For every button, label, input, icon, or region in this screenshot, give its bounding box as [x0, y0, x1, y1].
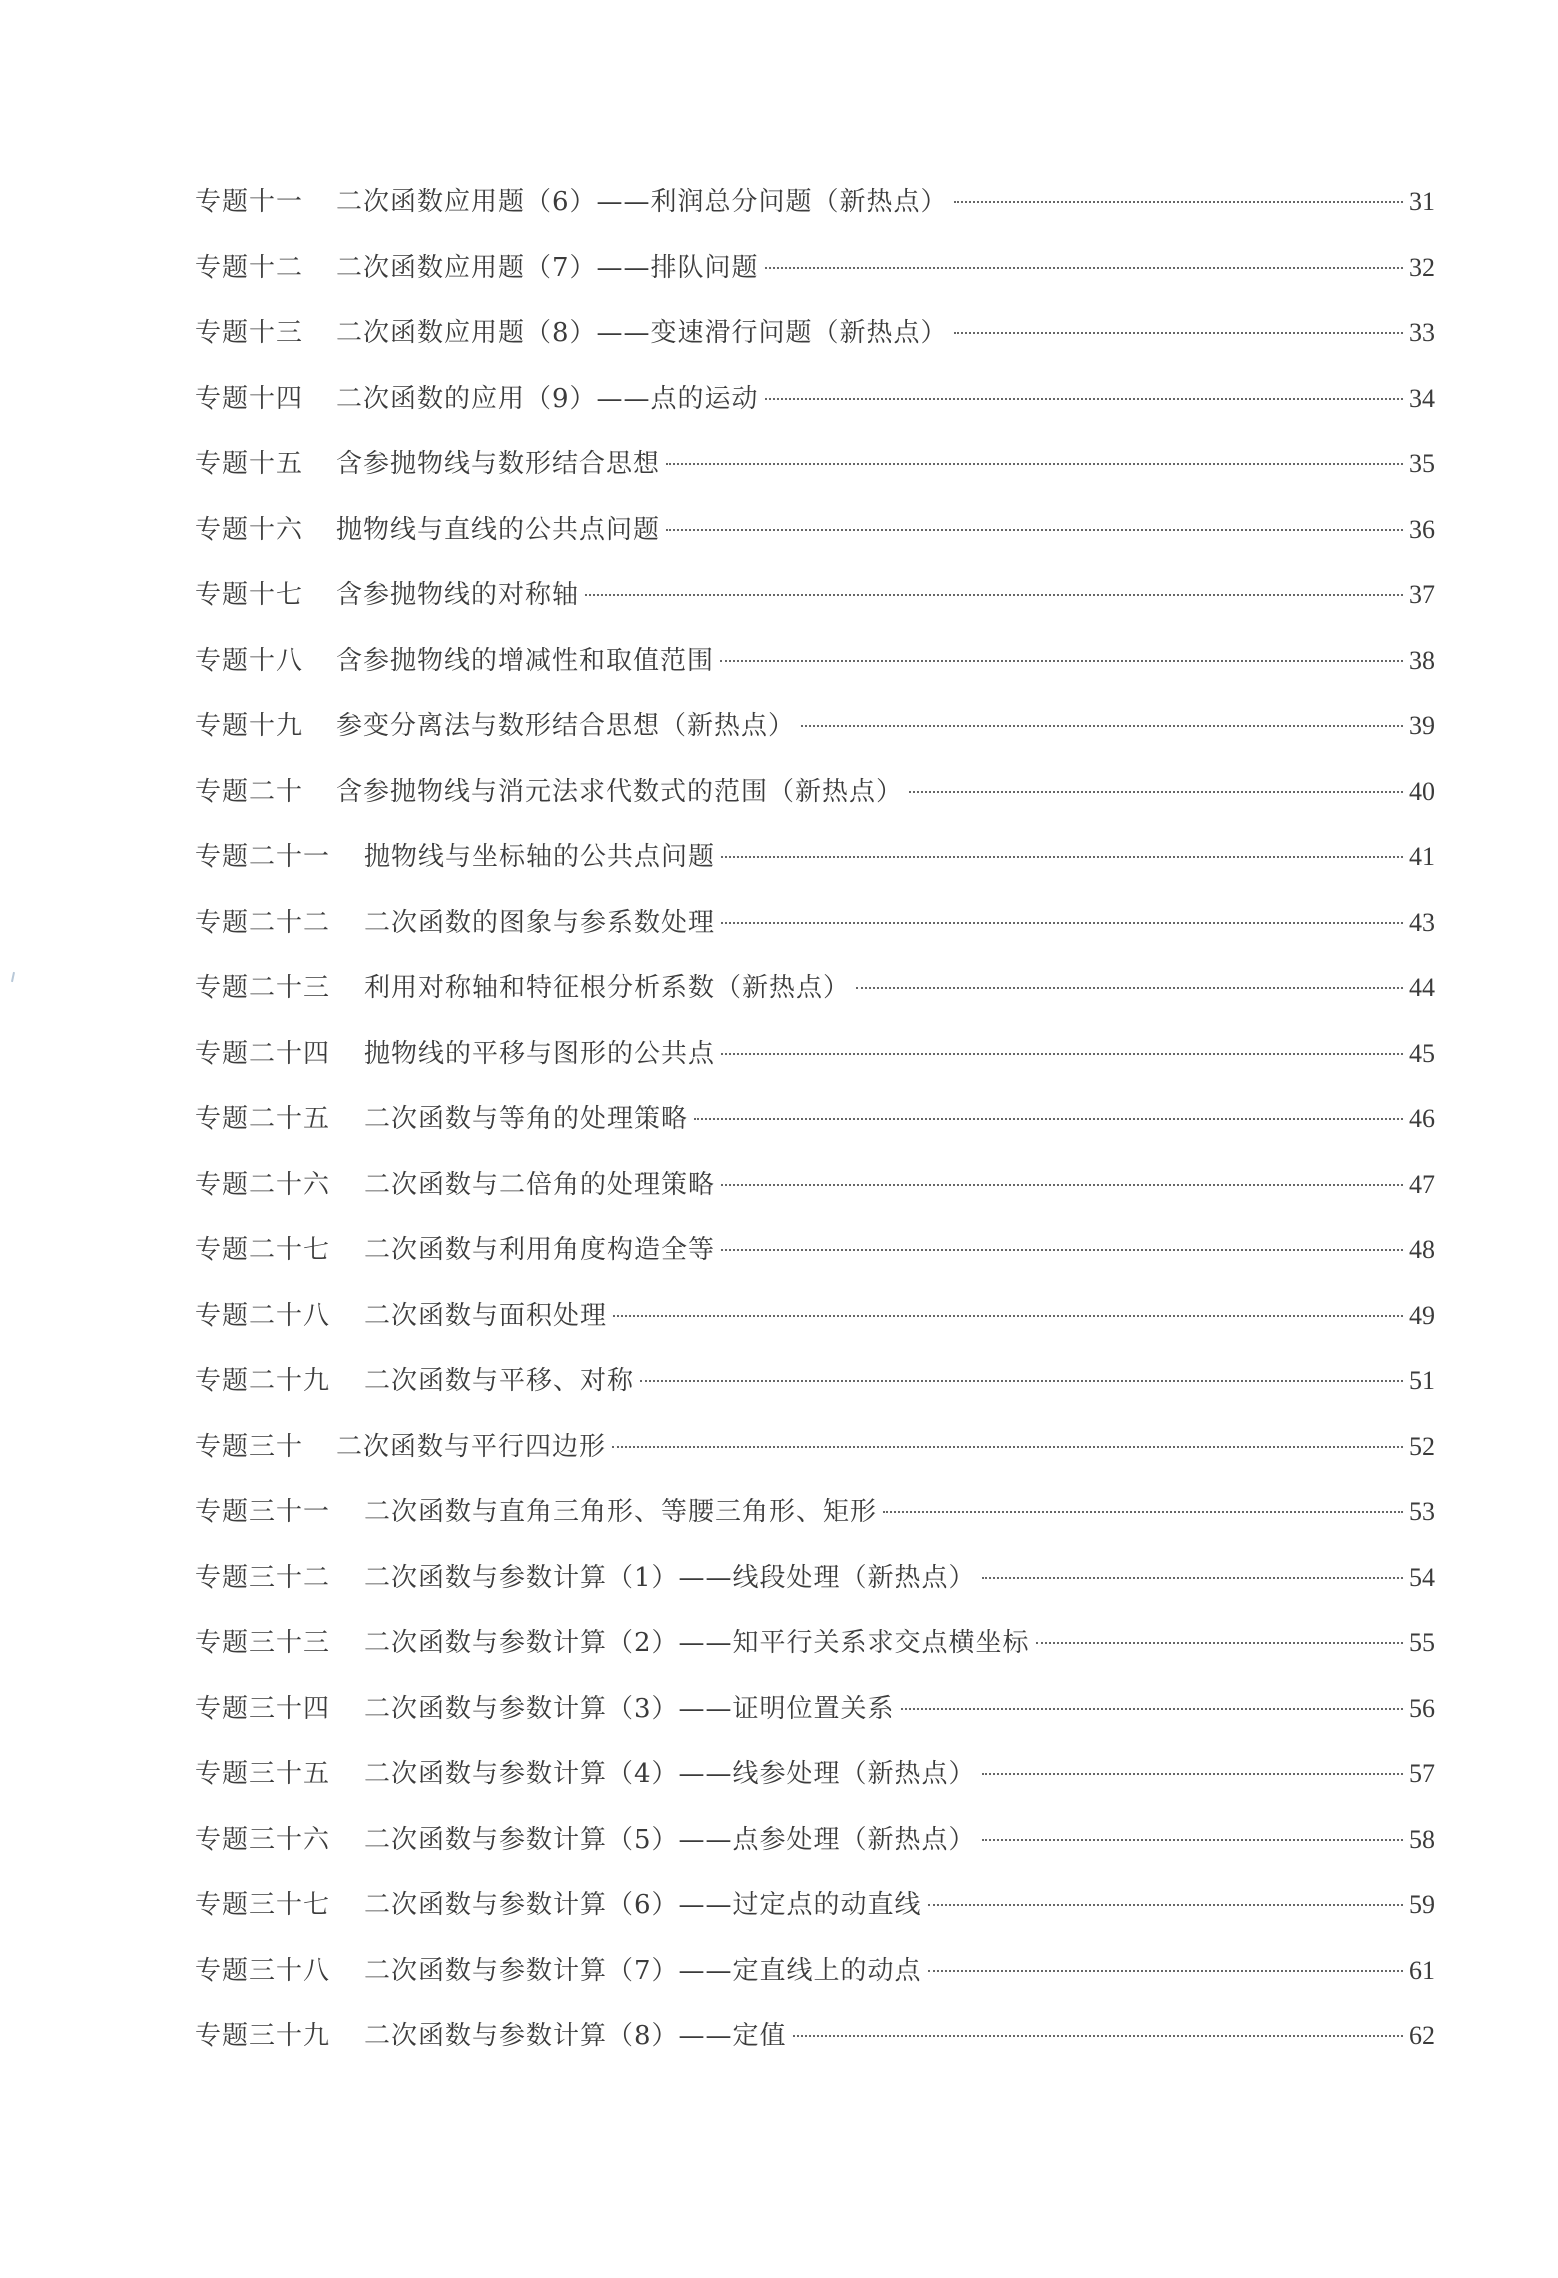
toc-dot-leader [801, 725, 1403, 727]
toc-dot-leader [694, 1118, 1403, 1120]
toc-dot-leader [765, 398, 1403, 400]
toc-entry-label: 专题十五 [195, 449, 304, 479]
toc-entry-page: 55 [1409, 1628, 1435, 1657]
toc-dot-leader [954, 201, 1403, 203]
toc-entry-page: 41 [1409, 842, 1435, 871]
toc-entry-page: 37 [1409, 580, 1435, 609]
table-of-contents [195, 185, 1435, 2085]
toc-entry[interactable] [195, 1692, 1435, 1758]
toc-entry-label: 专题三十六 [195, 1824, 331, 1855]
toc-entry-label: 专题二十八 [195, 1300, 331, 1331]
toc-entry-label: 专题三十七 [195, 1890, 331, 1920]
toc-dot-leader [765, 267, 1403, 269]
toc-dot-leader [901, 1708, 1403, 1710]
toc-entry-label: 专题二十二 [195, 907, 331, 938]
toc-entry-label: 专题二十一 [195, 842, 331, 872]
toc-dot-leader [721, 856, 1403, 858]
toc-entry-title: 二次函数应用题（6）——利润总分问题（新热点） [336, 187, 948, 217]
toc-entry[interactable] [195, 578, 1435, 644]
toc-entry-page: 39 [1409, 711, 1435, 740]
toc-entry[interactable] [195, 709, 1435, 775]
toc-dot-leader [982, 1839, 1403, 1841]
toc-entry-title: 利用对称轴和特征根分析系数（新热点） [364, 973, 851, 1003]
toc-entry-label: 专题三十三 [195, 1628, 331, 1658]
toc-entry[interactable] [195, 906, 1435, 972]
toc-entry-label: 专题十八 [195, 645, 304, 676]
toc-dot-leader [909, 791, 1403, 793]
toc-entry-title: 二次函数与二倍角的处理策略 [364, 1169, 716, 1200]
toc-entry[interactable] [195, 1626, 1435, 1692]
toc-entry[interactable] [195, 251, 1435, 317]
toc-entry-page: 40 [1409, 776, 1435, 806]
toc-entry-title: 二次函数与参数计算（5）——点参处理（新热点） [364, 1824, 976, 1855]
toc-entry-title: 二次函数与参数计算（6）——过定点的动直线 [364, 1890, 922, 1920]
toc-dot-leader [1036, 1642, 1403, 1644]
toc-entry-label: 专题十一 [195, 187, 304, 217]
toc-entry-title: 二次函数与面积处理 [364, 1300, 608, 1331]
toc-entry-page: 51 [1409, 1366, 1435, 1395]
toc-entry-title: 二次函数与参数计算（4）——线参处理（新热点） [364, 1759, 976, 1789]
toc-entry-title: 二次函数应用题（8）——变速滑行问题（新热点） [336, 318, 948, 348]
toc-entry-label: 专题三十四 [195, 1693, 331, 1724]
toc-entry-title: 二次函数与参数计算（2）——知平行关系求交点横坐标 [364, 1628, 1030, 1658]
toc-entry-page: 56 [1409, 1693, 1435, 1723]
toc-entry-title: 含参抛物线的增减性和取值范围 [336, 645, 715, 676]
toc-entry-label: 专题三十八 [195, 1955, 331, 1986]
toc-dot-leader [982, 1773, 1403, 1775]
toc-entry[interactable] [195, 1168, 1435, 1234]
toc-entry-title: 二次函数与平行四边形 [336, 1431, 607, 1462]
toc-entry[interactable] [195, 775, 1435, 841]
toc-entry-page: 47 [1409, 1169, 1435, 1199]
toc-entry-title: 二次函数与参数计算（7）——定直线上的动点 [364, 1955, 922, 1986]
toc-entry-title: 二次函数与利用角度构造全等 [364, 1235, 716, 1265]
toc-entry-page: 32 [1409, 252, 1435, 282]
toc-entry-label: 专题二十七 [195, 1235, 331, 1265]
toc-dot-leader [666, 529, 1403, 531]
toc-entry-title: 抛物线与坐标轴的公共点问题 [364, 842, 716, 872]
toc-dot-leader [585, 594, 1403, 596]
toc-entry-page: 35 [1409, 449, 1435, 478]
toc-entry-label: 专题三十二 [195, 1562, 331, 1593]
toc-entry-page: 48 [1409, 1235, 1435, 1264]
toc-entry-label: 专题二十 [195, 776, 304, 807]
toc-entry[interactable] [195, 644, 1435, 710]
toc-entry-label: 专题二十四 [195, 1038, 331, 1069]
toc-entry-title: 二次函数与直角三角形、等腰三角形、矩形 [364, 1497, 878, 1527]
toc-entry-title: 含参抛物线与数形结合思想 [336, 449, 661, 479]
toc-entry-page: 58 [1409, 1824, 1435, 1854]
toc-entry-label: 专题三十五 [195, 1759, 331, 1789]
toc-dot-leader [666, 463, 1403, 465]
scan-speck [11, 972, 15, 982]
toc-entry[interactable] [195, 1233, 1435, 1299]
toc-entry-title: 二次函数的图象与参系数处理 [364, 907, 716, 938]
toc-entry[interactable] [195, 1757, 1435, 1823]
toc-dot-leader [613, 1315, 1403, 1317]
toc-entry[interactable] [195, 1888, 1435, 1954]
toc-dot-leader [720, 660, 1403, 662]
toc-dot-leader [883, 1511, 1403, 1513]
toc-entry[interactable] [195, 2019, 1435, 2085]
toc-entry-page: 45 [1409, 1038, 1435, 1068]
toc-entry-title: 二次函数应用题（7）——排队问题 [336, 252, 759, 283]
toc-entry[interactable] [195, 1823, 1435, 1889]
toc-entry[interactable] [195, 382, 1435, 448]
toc-entry-page: 34 [1409, 383, 1435, 413]
toc-entry-page: 43 [1409, 907, 1435, 937]
toc-entry[interactable] [195, 1561, 1435, 1627]
toc-entry[interactable] [195, 447, 1435, 513]
toc-entry-label: 专题十九 [195, 711, 304, 741]
toc-entry-title: 二次函数与参数计算（1）——线段处理（新热点） [364, 1562, 976, 1593]
toc-entry-title: 二次函数的应用（9）——点的运动 [336, 383, 759, 414]
toc-entry-title: 参变分离法与数形结合思想（新热点） [336, 711, 796, 741]
toc-entry-title: 二次函数与参数计算（3）——证明位置关系 [364, 1693, 895, 1724]
toc-dot-leader [721, 922, 1403, 924]
toc-entry[interactable] [195, 971, 1435, 1037]
toc-entry-label: 专题十四 [195, 383, 304, 414]
toc-entry-label: 专题十六 [195, 514, 304, 545]
toc-entry[interactable] [195, 1364, 1435, 1430]
toc-entry[interactable] [195, 840, 1435, 906]
toc-entry-title: 抛物线的平移与图形的公共点 [364, 1038, 716, 1069]
toc-entry-label: 专题三十九 [195, 2021, 331, 2051]
toc-dot-leader [721, 1184, 1403, 1186]
toc-entry-label: 专题三十一 [195, 1497, 331, 1527]
toc-dot-leader [793, 2035, 1403, 2037]
toc-entry-label: 专题十三 [195, 318, 304, 348]
toc-entry-page: 61 [1409, 1955, 1435, 1985]
toc-entry-label: 专题三十 [195, 1431, 304, 1462]
toc-dot-leader [982, 1577, 1403, 1579]
toc-dot-leader [721, 1249, 1403, 1251]
toc-entry[interactable] [195, 316, 1435, 382]
toc-entry-label: 专题二十三 [195, 973, 331, 1003]
toc-entry-title: 二次函数与平移、对称 [364, 1366, 635, 1396]
toc-entry-label: 专题二十五 [195, 1104, 331, 1134]
toc-dot-leader [721, 1053, 1403, 1055]
toc-dot-leader [928, 1904, 1403, 1906]
toc-entry[interactable] [195, 1430, 1435, 1496]
toc-entry-label: 专题十二 [195, 252, 304, 283]
toc-entry-page: 36 [1409, 514, 1435, 544]
toc-entry-page: 54 [1409, 1562, 1435, 1592]
toc-entry-page: 46 [1409, 1104, 1435, 1133]
toc-dot-leader [640, 1380, 1403, 1382]
toc-entry-page: 38 [1409, 645, 1435, 675]
toc-entry-page: 31 [1409, 187, 1435, 216]
toc-entry-title: 二次函数与参数计算（8）——定值 [364, 2021, 787, 2051]
toc-entry[interactable] [195, 1037, 1435, 1103]
toc-entry-page: 52 [1409, 1431, 1435, 1461]
toc-entry-title: 含参抛物线与消元法求代数式的范围（新热点） [336, 776, 904, 807]
toc-entry-page: 49 [1409, 1300, 1435, 1330]
toc-entry-title: 抛物线与直线的公共点问题 [336, 514, 661, 545]
toc-dot-leader [612, 1446, 1403, 1448]
toc-entry-label: 专题二十六 [195, 1169, 331, 1200]
toc-dot-leader [954, 332, 1403, 334]
toc-entry-page: 53 [1409, 1497, 1435, 1526]
toc-entry[interactable] [195, 185, 1435, 251]
toc-entry[interactable] [195, 1495, 1435, 1561]
toc-entry-title: 二次函数与等角的处理策略 [364, 1104, 689, 1134]
toc-dot-leader [856, 987, 1403, 989]
toc-entry-label: 专题十七 [195, 580, 304, 610]
toc-entry-page: 62 [1409, 2021, 1435, 2050]
toc-entry-page: 59 [1409, 1890, 1435, 1919]
toc-entry-page: 57 [1409, 1759, 1435, 1788]
toc-dot-leader [928, 1970, 1403, 1972]
toc-entry-label: 专题二十九 [195, 1366, 331, 1396]
toc-entry[interactable] [195, 1102, 1435, 1168]
toc-entry-page: 33 [1409, 318, 1435, 347]
toc-entry[interactable] [195, 513, 1435, 579]
toc-entry[interactable] [195, 1954, 1435, 2020]
toc-entry-title: 含参抛物线的对称轴 [336, 580, 580, 610]
toc-entry-page: 44 [1409, 973, 1435, 1002]
toc-entry[interactable] [195, 1299, 1435, 1365]
